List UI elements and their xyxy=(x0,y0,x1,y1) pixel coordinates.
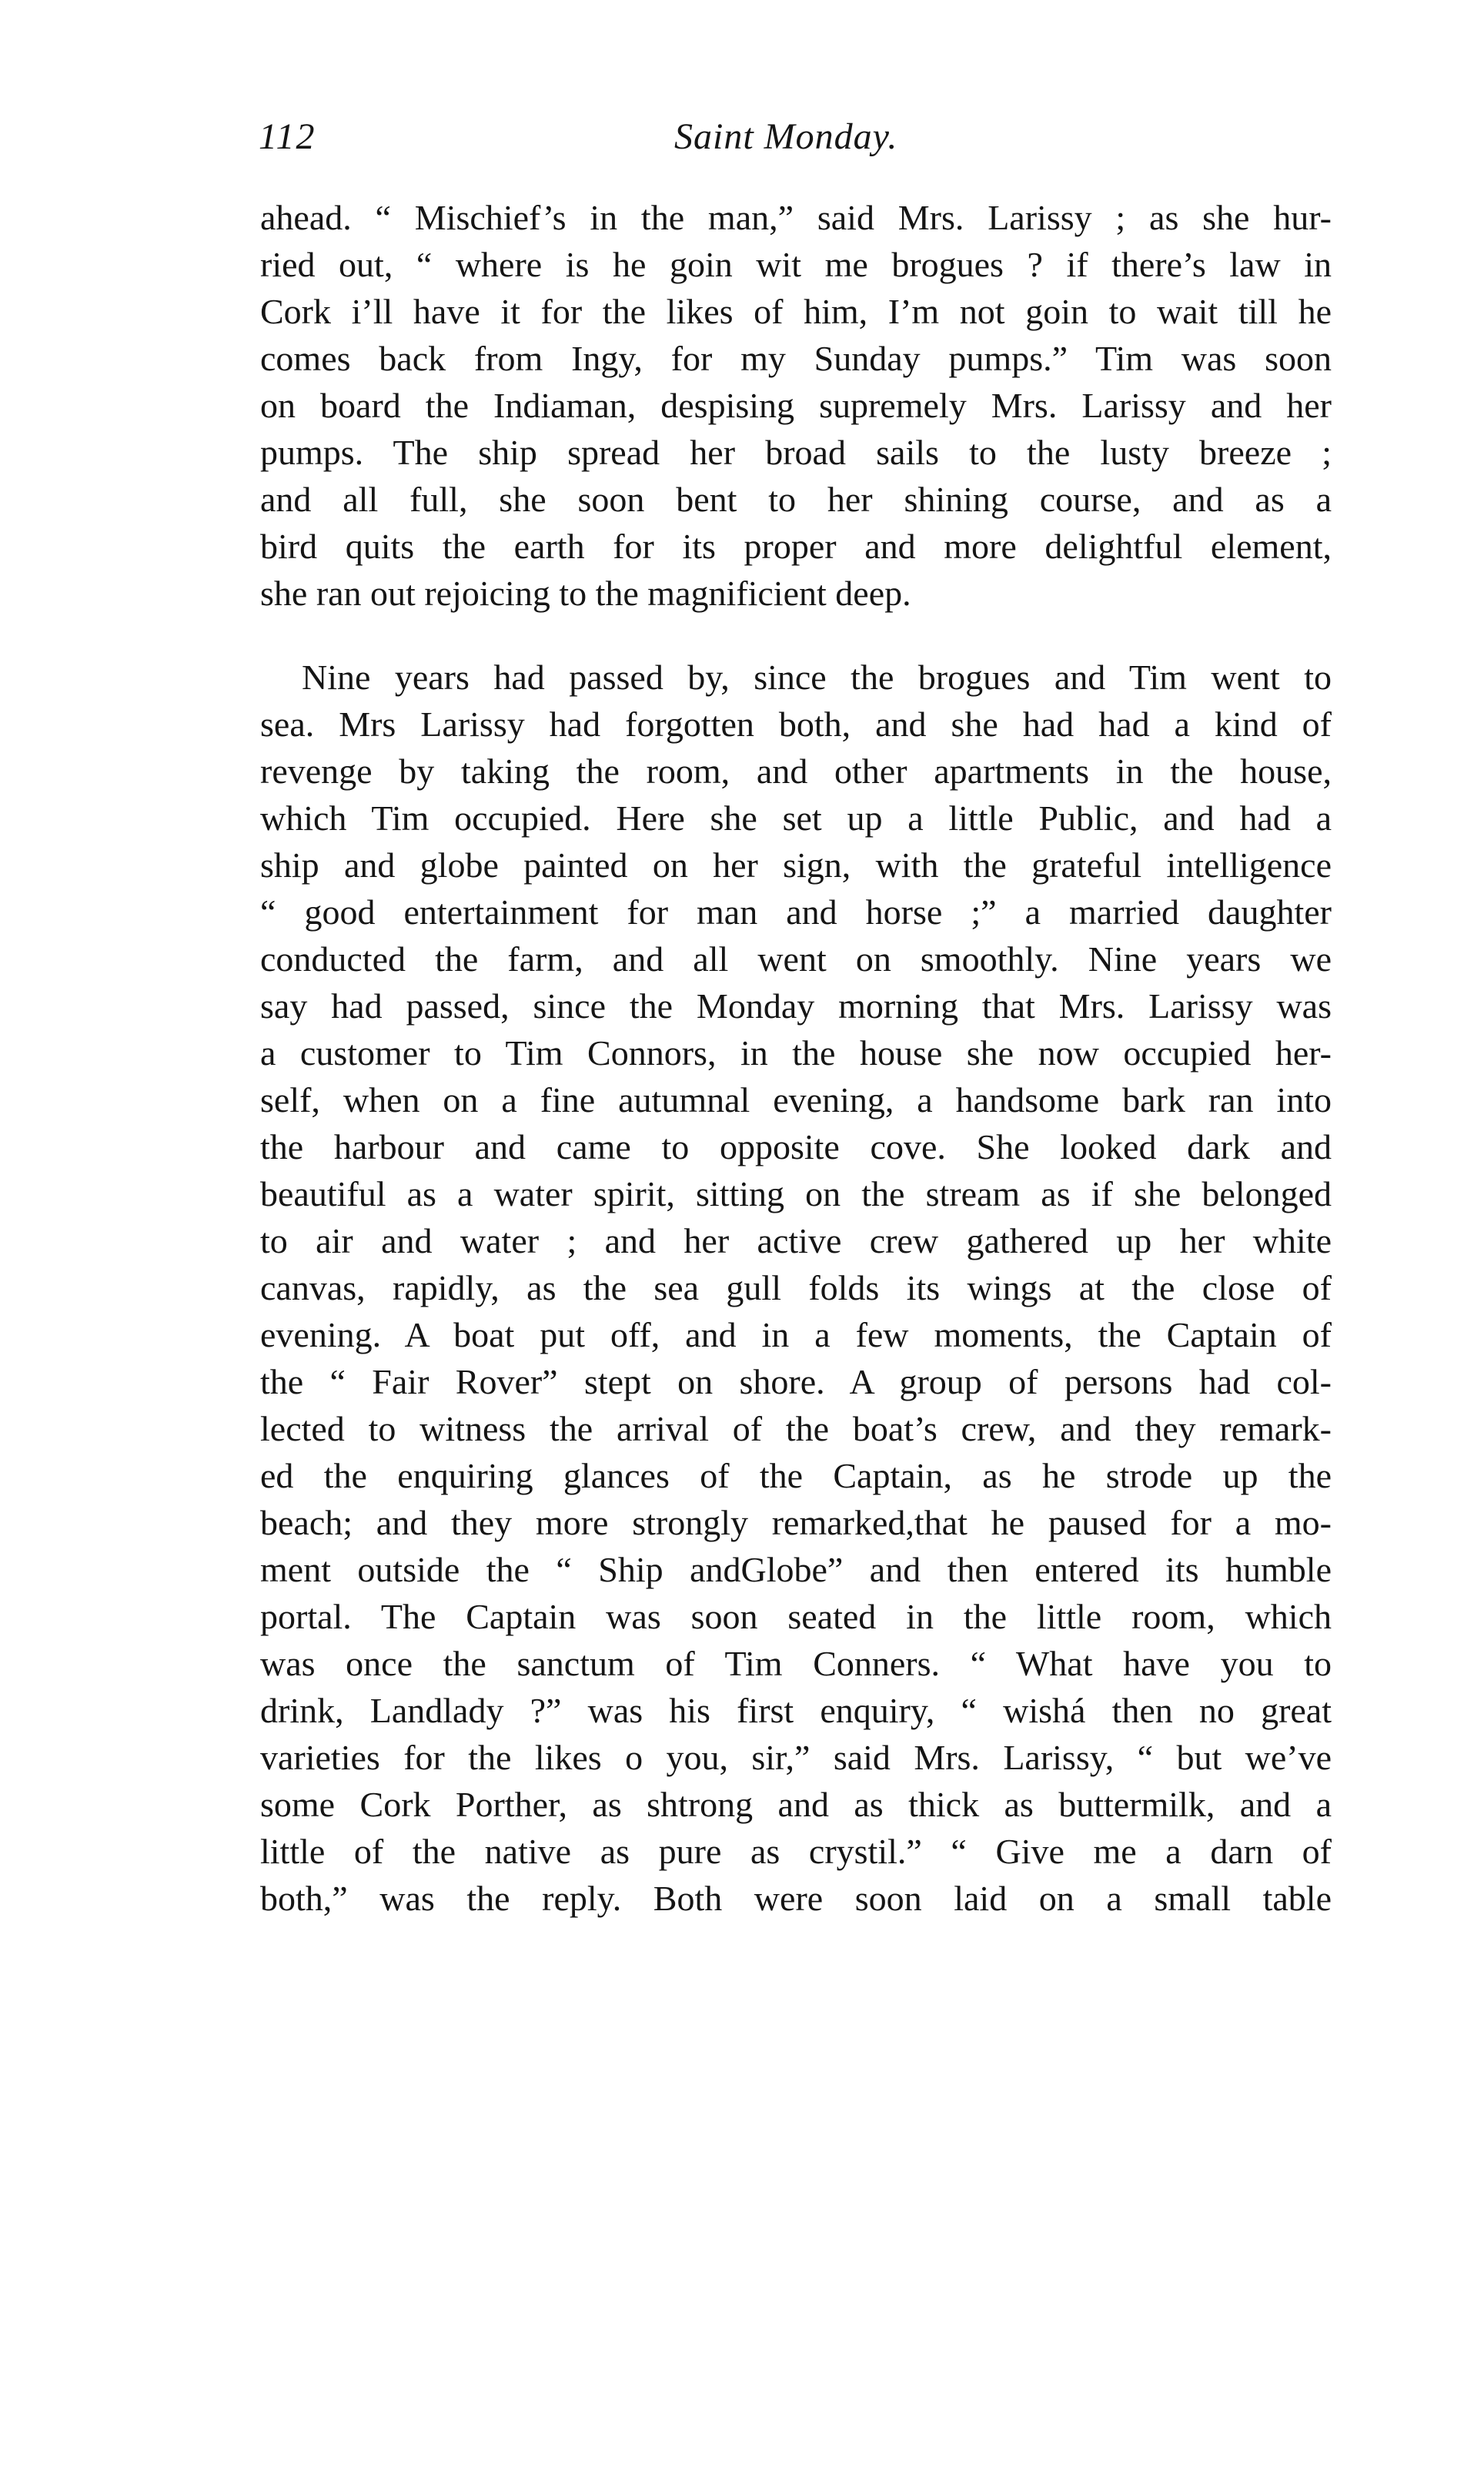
text-line: drink, Landlady ?” was his first enquiry, “ wishá then no great xyxy=(260,1691,1332,1730)
text-line: ship and globe painted on her sign, with the grateful intelligence xyxy=(260,845,1332,885)
text-line: and all full, she soon bent to her shining course, and as a xyxy=(260,480,1332,519)
text-line: on board the Indiaman, despising supremely Mrs. Larissy and her xyxy=(260,386,1332,425)
text-line: ment outside the “ Ship andGlobe” and then entered its humble xyxy=(260,1550,1332,1589)
page-header xyxy=(259,115,1329,169)
text-line: revenge by taking the room, and other apartments in the house, xyxy=(260,751,1332,791)
text-line: comes back from Ingy, for my Sunday pumps.” Tim was soon xyxy=(260,339,1332,378)
text-line: “ good entertainment for man and horse ;” a married daughter xyxy=(260,892,1332,932)
text-line: Nine years had passed by, since the brogues and Tim went to xyxy=(302,658,1332,697)
text-line: bird quits the earth for its proper and more delightful element, xyxy=(260,527,1332,566)
text-line: ahead. “ Mischief’s in the man,” said Mrs. Larissy ; as she hur- xyxy=(260,198,1332,237)
text-line: the harbour and came to opposite cove. She looked dark and xyxy=(260,1127,1332,1166)
text-line: ed the enquiring glances of the Captain, as he strode up the xyxy=(260,1456,1332,1495)
text-line: to air and water ; and her active crew gathered up her white xyxy=(260,1221,1332,1260)
body-text xyxy=(260,194,1332,1922)
text-line: portal. The Captain was soon seated in the little room, which xyxy=(260,1597,1332,1636)
text-line: ried out, “ where is he goin wit me brogues ? if there’s law in xyxy=(260,245,1332,284)
text-line: a customer to Tim Connors, in the house she now occupied her- xyxy=(260,1033,1332,1073)
paragraph-1 xyxy=(260,194,1332,617)
text-line: varieties for the likes o you, sir,” said Mrs. Larissy, “ but we’ve xyxy=(260,1738,1332,1777)
running-title: Saint Monday. xyxy=(674,116,898,157)
text-line: evening. A boat put off, and in a few moments, the Captain of xyxy=(260,1315,1332,1354)
text-line: beautiful as a water spirit, sitting on the stream as if she belonged xyxy=(260,1174,1332,1213)
text-line: which Tim occupied. Here she set up a little Public, and had a xyxy=(260,798,1332,838)
text-line: she ran out rejoicing to the magnificient deep. xyxy=(260,574,911,613)
text-line: pumps. The ship spread her broad sails to the lusty breeze ; xyxy=(260,433,1332,472)
page-number: 112 xyxy=(259,116,316,157)
text-line: beach; and they more strongly remarked,that he paused for a mo- xyxy=(260,1503,1332,1542)
text-line: sea. Mrs Larissy had forgotten both, and she had had a kind of xyxy=(260,705,1332,744)
text-line: self, when on a fine autumnal evening, a handsome bark ran into xyxy=(260,1080,1332,1120)
text-line: little of the native as pure as crystil.” “ Give me a darn of xyxy=(260,1832,1332,1871)
paragraph-2 xyxy=(260,654,1332,1922)
text-line: say had passed, since the Monday morning that Mrs. Larissy was xyxy=(260,986,1332,1026)
text-line: conducted the farm, and all went on smoothly. Nine years we xyxy=(260,939,1332,979)
text-line: lected to witness the arrival of the boat’s crew, and they remark- xyxy=(260,1409,1332,1448)
text-line: both,” was the reply. Both were soon laid on a small table xyxy=(260,1879,1332,1918)
text-line: the “ Fair Rover” stept on shore. A group of persons had col- xyxy=(260,1362,1332,1401)
text-line: some Cork Porther, as shtrong and as thick as buttermilk, and a xyxy=(260,1785,1332,1824)
text-line: canvas, rapidly, as the sea gull folds its wings at the close of xyxy=(260,1268,1332,1307)
text-line: was once the sanctum of Tim Conners. “ What have you to xyxy=(260,1644,1332,1683)
text-line: Cork i’ll have it for the likes of him, I’m not goin to wait till he xyxy=(260,292,1332,331)
